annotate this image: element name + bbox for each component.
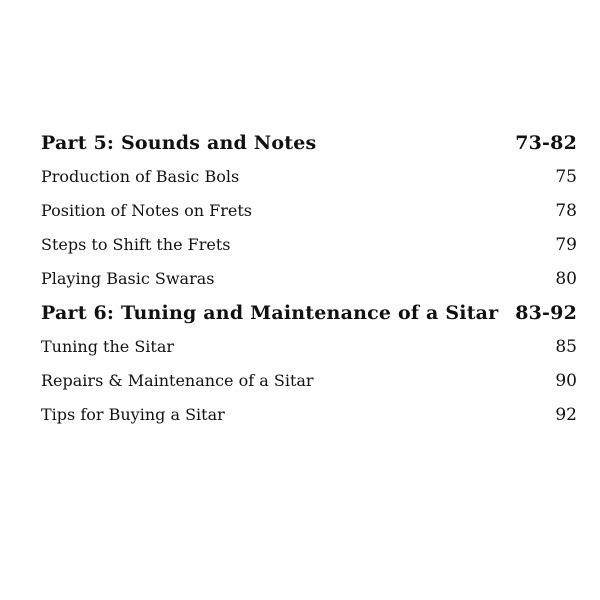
entry-page-number: 79 <box>555 235 577 255</box>
entry-title: Tips for Buying a Sitar <box>41 405 225 424</box>
entry-page-number: 85 <box>555 337 577 357</box>
entry-title: Tuning the Sitar <box>41 337 175 356</box>
entry-title: Production of Basic Bols <box>41 167 240 186</box>
toc-entry <box>41 194 577 228</box>
entry-page-number: 92 <box>555 405 577 425</box>
toc-part-heading <box>41 126 577 160</box>
entry-title: Position of Notes on Frets <box>41 201 252 220</box>
toc-entry <box>41 262 577 296</box>
entry-title: Repairs & Maintenance of a Sitar <box>41 371 314 390</box>
toc-part-heading <box>41 296 577 330</box>
entry-page-number: 90 <box>555 371 577 391</box>
part-title: Part 6: Tuning and Maintenance of a Sitar <box>41 302 499 324</box>
entry-page-number: 75 <box>555 167 577 187</box>
toc-entry <box>41 398 577 432</box>
part-page-range: 73-82 <box>515 132 577 154</box>
toc-entry <box>41 364 577 398</box>
toc-entry <box>41 330 577 364</box>
entry-page-number: 80 <box>555 269 577 289</box>
part-page-range: 83-92 <box>515 302 577 324</box>
entry-title: Playing Basic Swaras <box>41 269 215 288</box>
entry-page-number: 78 <box>555 201 577 221</box>
toc-entry <box>41 228 577 262</box>
table-of-contents <box>41 126 577 432</box>
entry-title: Steps to Shift the Frets <box>41 235 231 254</box>
part-title: Part 5: Sounds and Notes <box>41 132 317 154</box>
toc-entry <box>41 160 577 194</box>
